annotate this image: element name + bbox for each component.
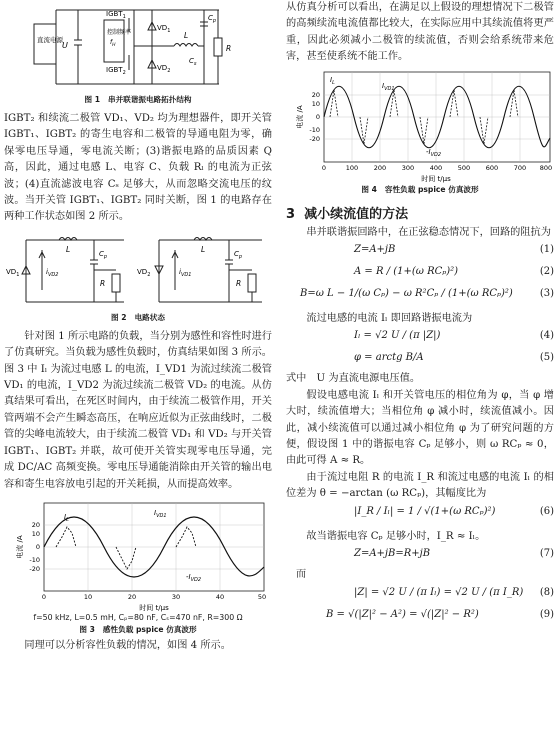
control-label-2: $f_H$ (110, 39, 116, 48)
fig3-xtick-5: 40 (215, 592, 225, 601)
state2-ivd1-label: $i_{VD1}$ (179, 267, 192, 278)
state1-vd1-label: $VD_1$ (6, 267, 20, 278)
figure-4-capacitive-waveform (286, 68, 554, 184)
equation-3 (286, 285, 554, 311)
figure-2-title: 电路状态 (134, 312, 165, 322)
fig4-ytick-2: 10 (311, 99, 320, 108)
state1-cp-label: $C_p$ (99, 249, 108, 260)
left-paragraph-2: 针对图 1 所示电路的负载，当分别为感性和容性时进行了仿真研究。当负载为感性负载时，仿真结果如图 3 所示。图 3 中 Iₗ 为流过电感 L 的电流，I_VD1 为流过续流二极管 VD₁ 的电流，I_VD2 为流过续流二极管 VD₂ 的电流。从仿真结果可看出，在死区时间内，由于续流二极管作用，开关管两端不会产生瞬态高压，在响应近似为正弦曲线时，二极管的尖峰电流较大，由于续流二极管 VD₁ 和 VD₂ 与开关管 IGBT₁、IGBT₂ 并联，故可使开关管实现零电压导通，完成 DC/AC 高频变换。零电压导通能消除由开关管的输出电容和寄生电容放电引起的开关耗损，从而提高效率。 (4, 330, 272, 490)
equation-4-body: Iₗ = √2 U / (π |Z|) (354, 330, 441, 342)
equation-9-number: (9) (539, 608, 554, 620)
equation-1 (286, 241, 554, 263)
voltage-u-label: U (62, 41, 68, 50)
circuit-diagram-fig1 (4, 0, 272, 96)
ivd2-curve-fig4 (360, 117, 488, 144)
fig3-xlabel: 时间 t/μs (139, 603, 169, 612)
equation-6-number: (6) (539, 505, 554, 517)
right-paragraph-3: 流过电感的电流 Iₗ 即回路谐振电流为 (306, 313, 473, 325)
figure-3-title: 感性负载 pspice 仿真波形 (102, 624, 197, 634)
fig4-xtick-4: 300 (401, 163, 415, 172)
fig3-xtick-4: 30 (171, 592, 181, 601)
equation-7-number: (7) (539, 548, 554, 560)
vd1-label: $VD_1$ (157, 24, 171, 34)
state2-r-label: R (236, 278, 242, 288)
waveform-plot-fig3 (4, 497, 272, 613)
figure-3-inductive-waveform (4, 497, 272, 613)
fig3-xtick-3: 20 (127, 592, 137, 601)
state2-vd2-label: $VD_2$ (137, 267, 151, 278)
figure-3-parameters: f=50 kHz, L=0.5 mH, Cₚ=80 nF, Cₛ=470 nF, R=300 Ω (33, 612, 243, 622)
right-paragraph-8: 而 (296, 569, 307, 581)
equation-1-number: (1) (539, 244, 554, 256)
equation-1-body: Z=A+jB (354, 244, 396, 256)
equation-5 (286, 349, 554, 371)
figure-1-circuit-topology (4, 0, 272, 96)
fig4-xtick-2: 100 (345, 163, 359, 172)
section-number: 3 (286, 206, 296, 222)
figure-1-number: 图 1 (84, 95, 100, 104)
igbt2-label: $IGBT_2$ (106, 66, 126, 76)
waveform-plot-fig4 (286, 68, 554, 184)
equation-4 (286, 327, 554, 349)
control-label-1: 控制频率 (107, 29, 132, 36)
fig3-xtick-2: 10 (83, 592, 93, 601)
equation-3-body: B=ω L − 1/(ω Cₚ) − ω R²Cₚ / (1+(ω RCₚ)²) (300, 288, 513, 300)
state2-l-label: L (201, 244, 206, 254)
vd2-label: $VD_2$ (157, 64, 171, 74)
figure-2-caption (4, 312, 272, 323)
fig3-ytick-5: -20 (29, 564, 40, 573)
left-paragraph-3: 同理可以分析容性负载的情况，如图 4 所示。 (24, 639, 231, 651)
figure-2-circuit-states (4, 230, 272, 312)
section-title: 减小续流值的方法 (304, 206, 409, 222)
figure-2-number: 图 2 (111, 312, 127, 322)
r-label: R (226, 44, 232, 53)
fig4-xtick-8: 700 (513, 163, 527, 172)
equation-9 (286, 606, 554, 628)
ivd1-curve-fig4 (330, 90, 518, 117)
figure-4-number: 图 4 (361, 184, 377, 194)
left-paragraph-1: IGBT₂ 和续流二极管 VD₁、VD₂ 均为理想器件，即开关管 IGBT₁、IGBT₂ 的寄生电容和二极管的导通电阻为零，确保零电压导通，零电流关断；(3)谐振电路的品质因素 Q 高，因此，通过电感 L、电容 C、负载 Rₗ 的电流为正弦波；(4)直流滤波电容 Cₛ 足够大，从而忽略交流电压的纹波。当开关管 IGBT₁、IGBT₂ 同时关断，图 1 的电路存在两种工作状态如图 2 所示。 (4, 113, 272, 223)
circuit-diagram-fig2 (4, 230, 272, 312)
right-paragraph-1: 从仿真分析可以看出，在满足以上假设的理想情况下二极管的高频续流电流值都比较大，在实际应用中其续流值将更严重，因此必须减小二极管的续流值，否则会给系统带来危害，甚至使系统不能工作。 (286, 2, 554, 63)
fig4-ytick-4: -10 (309, 125, 320, 134)
fig4-xtick-5: 400 (429, 163, 443, 172)
inductor-l-label: L (184, 31, 189, 40)
fig4-xtick-9: 800 (539, 163, 553, 172)
fig4-annot-ivd2: $-I_{VD2}$ (426, 147, 442, 158)
state1-ivd2-label: $i_{VD2}$ (46, 267, 59, 278)
state1-l-label: L (66, 244, 71, 254)
resistor-r (214, 38, 222, 56)
right-paragraph-4: 式中 U 为直流电源电压值。 (286, 373, 421, 385)
figure-1-title: 串并联谐振电路拓扑结构 (108, 95, 192, 104)
dc-source-label: 直流电源 (37, 36, 63, 44)
fig3-xtick-1: 0 (41, 592, 47, 601)
fig3-xtick-6: 50 (257, 592, 267, 601)
fig4-annot-ivd1: $I_{VD1}$ (382, 81, 395, 92)
fig4-ytick-3: 0 (315, 112, 320, 121)
equation-3-number: (3) (539, 288, 554, 300)
fig4-xtick-7: 600 (485, 163, 499, 172)
equation-4-number: (4) (539, 330, 554, 342)
right-paragraph-6: 由于流过电阻 R 的电流 I_R 和流过电感的电流 Iₗ 的相位差为 θ = −arctan (ω RCₚ)，其幅度比为 (286, 471, 554, 500)
equation-6 (286, 503, 554, 529)
section-3-heading (286, 203, 554, 222)
figure-3-caption (4, 624, 272, 635)
fig3-ytick-4: -10 (29, 555, 40, 564)
fig4-ytick-5: -20 (309, 134, 320, 143)
fig4-xlabel: 时间 t/μs (421, 174, 451, 183)
equation-8 (286, 584, 554, 606)
fig4-annot-il: $I_L$ (330, 75, 335, 86)
right-paragraph-5: 假设电感电流 Iₗ 和开关管电压的相位角为 φ，当 φ 增大时，续流值增大；当相位角 φ 减小时，续流值减小。因此，减小续流值可以通过减小相位角 φ 为了研究问题的方便，假设图 1 中的谐振电容 Cₚ 足够小，则 ω RCₚ ≈ 0，由此可得 A ≈ R。 (286, 389, 554, 467)
fig4-ylabel: 电流 /A (296, 104, 304, 129)
ivd1-curve (56, 527, 196, 569)
cp-label: $C_p$ (208, 14, 217, 24)
fig4-xtick-3: 200 (373, 163, 387, 172)
fig3-ytick-3: 0 (35, 542, 40, 551)
equation-2 (286, 263, 554, 285)
controller-box (104, 20, 124, 62)
igbt1-label: $IGBT_1$ (106, 10, 126, 20)
state2-cp-label: $C_p$ (234, 249, 243, 260)
figure-4-title: 容性负载 pspice 仿真波形 (384, 184, 479, 194)
figure-4-caption (286, 184, 554, 195)
fig4-ytick-1: 20 (311, 90, 320, 99)
equation-2-body: A = R / (1+(ω RCₚ)²) (354, 266, 459, 278)
fig3-ylabel: 电流 /A (16, 535, 24, 559)
fig3-annot-ivd2: $-I_{VD2}$ (186, 572, 202, 583)
equation-2-number: (2) (539, 266, 554, 278)
right-paragraph-7: 故当谐振电容 Cₚ 足够小时，I_R ≈ Iₗ。 (306, 530, 486, 542)
figure-3-number: 图 3 (79, 624, 95, 634)
fig4-xtick-1: 0 (321, 163, 327, 172)
cs-label: $C_s$ (189, 57, 197, 67)
right-paragraph-2: 串并联谐振回路中，在正弦稳态情况下，回路的阻抗为 (306, 226, 551, 238)
equation-5-body: φ = arctg B/A (354, 352, 424, 364)
equation-6-body: |I_R / Iₗ| = 1 / √(1+(ω RCₚ)²) (354, 505, 496, 517)
fig3-ytick-2: 10 (31, 529, 40, 538)
equation-7-body: Z=A+jB=R+jB (354, 548, 431, 560)
equation-8-number: (8) (539, 586, 554, 598)
fig3-annot-il: $I_L$ (64, 512, 69, 523)
right-column (286, 0, 554, 743)
fig4-xtick-6: 500 (457, 163, 471, 172)
fig3-ytick-1: 20 (31, 520, 40, 529)
left-column (4, 0, 272, 743)
dc-source-box (34, 24, 56, 64)
state1-r-label: R (100, 278, 106, 288)
equation-5-number: (5) (539, 352, 554, 364)
equation-9-body: B = √(|Z|² − A²) = √(|Z|² − R²) (326, 608, 479, 620)
fig3-annot-ivd1: $I_{VD1}$ (154, 508, 167, 519)
equation-8-body: |Z| = √2 U / (π Iₗ) = √2 U / (π I_R) (354, 586, 524, 598)
equation-7 (286, 545, 554, 567)
